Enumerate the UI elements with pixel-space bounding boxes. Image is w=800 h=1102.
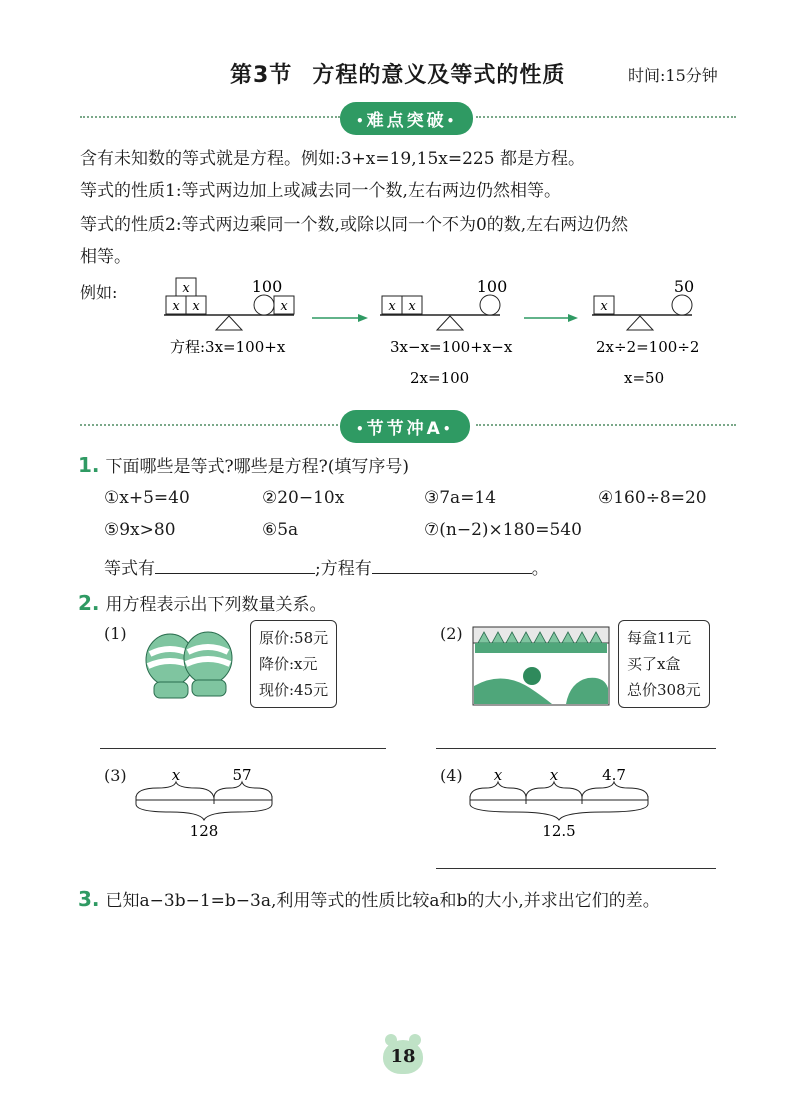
option-2: ②20−10x — [262, 488, 345, 508]
svg-text:x=50: x=50 — [624, 369, 665, 387]
equation-answer-blank[interactable] — [155, 555, 315, 574]
question-3 — [78, 886, 660, 911]
example-label: 例如: — [80, 283, 118, 302]
definition-line: 含有未知数的等式就是方程。例如:3+x=19,15x=225 都是方程。 — [80, 149, 585, 169]
section-label-practice: •节节冲A• — [340, 410, 470, 443]
segment-diagram-3 — [130, 764, 290, 840]
answer-line-1[interactable] — [100, 748, 386, 749]
divider-right-2 — [476, 424, 736, 426]
option-5: ⑤9x>80 — [104, 520, 176, 540]
svg-text:4.7: 4.7 — [602, 766, 626, 784]
pencil-box-picture — [472, 626, 610, 706]
formula-answer-blank[interactable] — [372, 555, 532, 574]
option-6: ⑥5a — [262, 520, 299, 540]
answer-line-2[interactable] — [436, 748, 716, 749]
question-1-number: 1. — [78, 453, 100, 477]
balance-diagrams — [160, 270, 720, 400]
page-title — [230, 58, 565, 89]
svg-text:x: x — [192, 299, 200, 314]
section-title: 方程的意义及等式的性质 — [312, 63, 566, 88]
divider-right — [476, 116, 736, 118]
svg-text:x: x — [182, 281, 190, 296]
time-limit: 时间:15分钟 — [628, 66, 718, 85]
question-1 — [78, 452, 409, 477]
mittens-icon — [134, 626, 242, 706]
property2-line-cont: 相等。 — [80, 247, 131, 267]
svg-text:方程:3x=100+x: 方程:3x=100+x — [170, 338, 286, 356]
svg-text:100: 100 — [476, 277, 508, 296]
svg-text:2x÷2=100÷2: 2x÷2=100÷2 — [596, 338, 700, 356]
svg-text:x: x — [171, 766, 181, 784]
question-2-number: 2. — [78, 591, 100, 615]
svg-text:12.5: 12.5 — [542, 822, 576, 840]
svg-text:x: x — [408, 299, 416, 314]
part-1-label: (1) — [104, 624, 127, 643]
question-2 — [78, 590, 327, 615]
property2-line: 等式的性质2:等式两边乘同一个数,或除以同一个不为0的数,左右两边仍然 — [80, 215, 629, 235]
svg-text:2x=100: 2x=100 — [410, 369, 470, 387]
option-3: ③7a=14 — [424, 488, 497, 508]
question-3-number: 3. — [78, 887, 100, 911]
svg-text:x: x — [493, 766, 503, 784]
property1-line: 等式的性质1:等式两边加上或减去同一个数,左右两边仍然相等。 — [80, 181, 561, 201]
svg-text:x: x — [388, 299, 396, 314]
svg-text:x: x — [549, 766, 559, 784]
svg-text:57: 57 — [232, 766, 252, 784]
svg-text:x: x — [172, 299, 180, 314]
part-3-label: (3) — [104, 766, 127, 785]
svg-text:3x−x=100+x−x: 3x−x=100+x−x — [390, 338, 513, 356]
part-2-label: (2) — [440, 624, 463, 643]
question-2-text: 用方程表示出下列数量关系。 — [105, 595, 327, 615]
answer-line-4[interactable] — [436, 868, 716, 869]
svg-text:100: 100 — [251, 277, 283, 296]
option-7: ⑦(n−2)×180=540 — [424, 520, 582, 540]
section-number: 第3节 — [230, 63, 293, 88]
question-1-fill: 等式有 ;方程有 。 — [104, 554, 549, 579]
purchase-info-box: 每盒11元 买了x盒 总价308元 — [618, 620, 710, 708]
divider-left — [80, 116, 340, 118]
svg-text:128: 128 — [189, 822, 219, 840]
balance-diagram-3 — [592, 277, 699, 387]
page-number: 18 — [383, 1040, 423, 1074]
section-label-difficulty: •难点突破• — [340, 102, 473, 135]
question-3-text: 已知a−3b−1=b−3a,利用等式的性质比较a和b的大小,并求出它们的差。 — [105, 891, 660, 911]
option-4: ④160÷8=20 — [598, 488, 707, 508]
svg-text:x: x — [600, 299, 608, 314]
balance-diagram-1 — [164, 277, 294, 356]
segment-diagram-4 — [464, 764, 664, 840]
svg-text:50: 50 — [673, 277, 695, 296]
balance-diagram-2 — [380, 277, 513, 387]
divider-left-2 — [80, 424, 338, 426]
svg-text:x: x — [280, 299, 288, 314]
question-1-text: 下面哪些是等式?哪些是方程?(填写序号) — [105, 457, 410, 477]
option-1: ①x+5=40 — [104, 488, 190, 508]
price-info-box: 原价:58元 降价:x元 现价:45元 — [250, 620, 337, 708]
part-4-label: (4) — [440, 766, 463, 785]
